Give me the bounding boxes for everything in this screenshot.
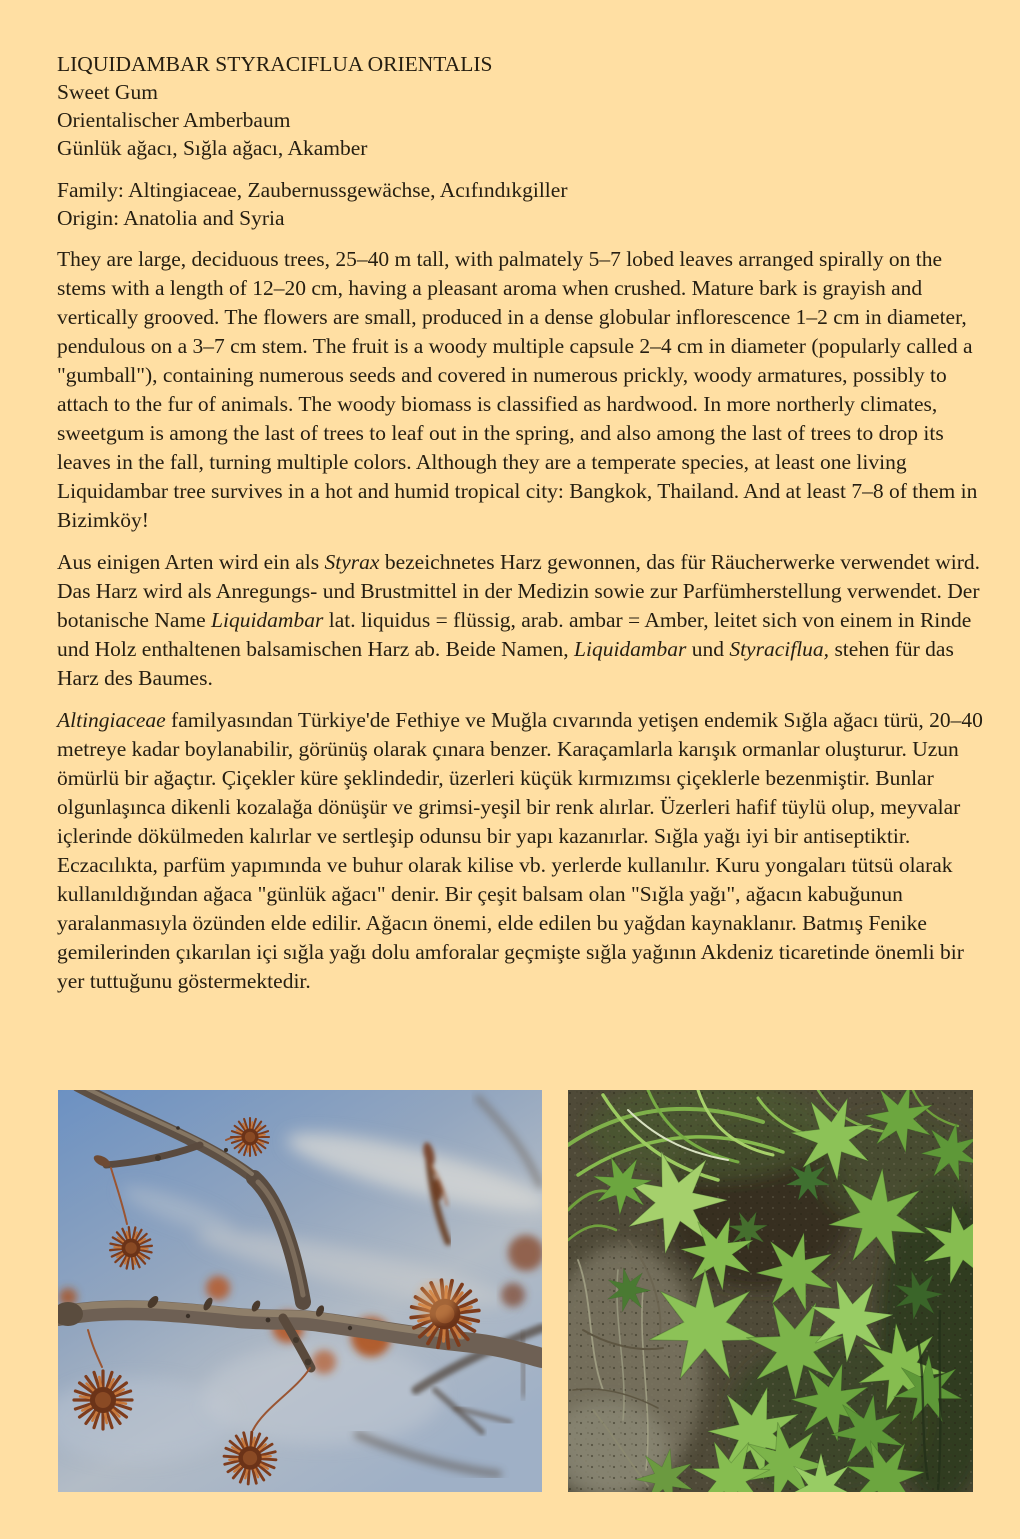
sunlit-highlight [416,1282,456,1322]
common-name-english: Sweet Gum [57,80,158,104]
gumball-photo [58,1090,542,1492]
paragraph-english: They are large, deciduous trees, 25–40 m tall, with palmately 5–7 lobed leaves arranged spirally on the stems with a length of 12–20 cm, having a pleasant aroma when crushed. Mature bark is grayish and vertically grooved. The flowers are small, produced in a dense globular inflorescence 1–2 cm in diameter, pendulous on a 3–7 cm stem. The fruit is a woody multiple capsule 2–4 cm in diameter (popularly called a "gumball"), containing numerous seeds and covered in numerous prickly, woody armatures, possibly to attach to the fur of animals. The woody biomass is classified as hardwood. In more northerly climates, sweetgum is among the last of trees to leaf out in the spring, and also among the last of trees to drop its leaves in the fall, turning multiple colors. Although they are a temperate species, at least one living Liquidambar tree survives in a hot and humid tropical city: Bangkok, Thailand. And at least 7–8 of them in Bizimköy! [57,247,978,532]
common-name-turkish: Günlük ağacı, Sığla ağacı, Akamber [57,136,368,160]
photo-row [58,1090,973,1492]
origin-line: Origin: Anatolia and Syria [57,206,285,230]
leaves-photo [568,1090,973,1492]
header [57,50,993,162]
text-content [57,50,993,996]
paragraph-german: Aus einigen Arten wird ein als Styrax bezeichnetes Harz gewonnen, das für Räucherwerke verwendet wird. Das Harz wird als Anregungs- und Brustmittel in der Medizin sowie zur Parfümherstellung verwendet. Der botanische Name Liquidambar lat. liquidus = flüssig, arab. ambar = Amber, leitet sich von einem in Rinde und Holz enthaltenen balsamischen Harz ab. Beide Namen, Liquidambar und Styraciflua, stehen für das Harz des Baumes. [57,550,980,690]
paragraph-turkish: Altingiaceae familyasından Türkiye'de Fethiye ve Muğla cıvarında yetişen endemik Sığla ağacı türü, 20–40 metreye kadar boylanabilir, görünüş olarak çınara benzer. Karaçamlarla karışık ormanlar oluşturur. Uzun ömürlü bir ağaçtır. Çiçekler küre şeklindedir, üzerleri küçük kırmızımsı çiçeklerle bezenmiştir. Bunlar olgunlaşınca dikenli kozalağa dönüşür ve grimsi-yeşil bir renk alırlar. Üzerleri hafif tüylü olup, meyvalar içlerinde dökülmeden kalırlar ve sertleşip odunsu bir yapı kazanırlar. Sığla yağı iyi bir antiseptiktir. Eczacılıkta, parfüm yapımında ve buhur olarak kilise vb. yerlerde kullanılır. Kuru yongaları tütsü olarak kullanıldığından ağaca "günlük ağacı" denir. Bir çeşit balsam olan "Sığla yağı", ağacın kabuğunun yaralanmasıyla özünden elde edilir. Ağacın önemi, elde edilen bu yağdan kaynaklanır. Batmış Fenike gemilerinden çıkarılan içi sığla yağı dolu amforalar geçmişte sığla yağının Akdeniz ticaretinde önemli bir yer tuttuğunu göstermektedir. [57,708,983,993]
scientific-name: LIQUIDAMBAR STYRACIFLUA ORIENTALIS [57,52,493,76]
common-name-german: Orientalischer Amberbaum [57,108,291,132]
family-line: Family: Altingiaceae, Zaubernussgewächse, Acıfındıkgiller [57,178,568,202]
meta-block [57,176,993,232]
